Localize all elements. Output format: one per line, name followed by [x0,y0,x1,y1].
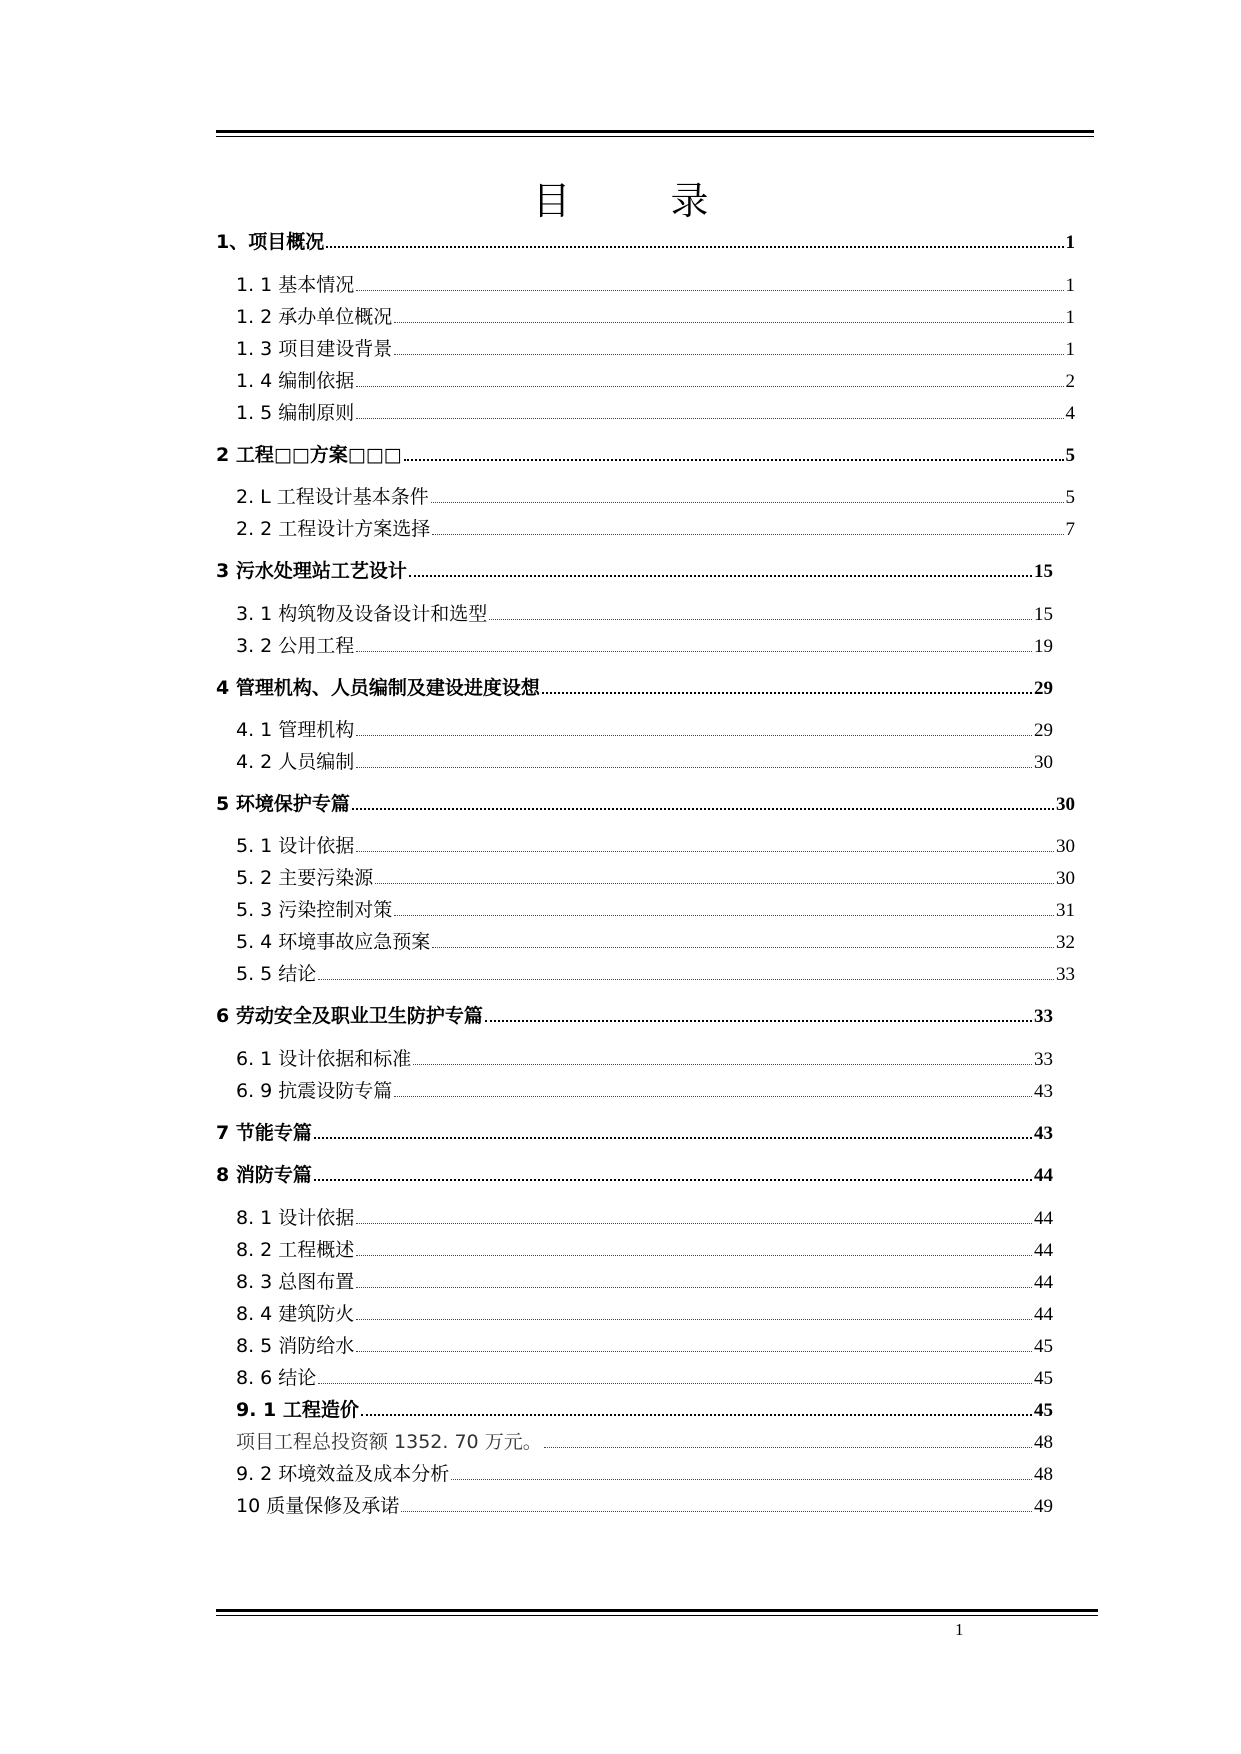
toc-leader-dots [413,1064,1032,1065]
toc-section-entry[interactable] [236,1205,1053,1231]
toc-section-entry[interactable] [236,1046,1053,1072]
toc-section-entry[interactable] [236,749,1053,775]
toc-entry-label: 2. 2 工程设计方案选择 [236,518,431,540]
toc-chapter-entry[interactable] [216,229,1075,255]
toc-leader-dots [542,692,1032,694]
toc-leader-dots [314,1137,1032,1139]
toc-chapter-entry[interactable] [216,1162,1053,1188]
toc-entry-page: 15 [1034,561,1053,582]
toc-entry-page: 43 [1034,1081,1053,1102]
toc-entry-page: 44 [1034,1208,1053,1229]
toc-section-entry[interactable] [236,633,1053,659]
toc-leader-dots [361,1414,1032,1416]
toc-entry-page: 19 [1034,636,1053,657]
toc-chapter-entry[interactable] [216,1120,1053,1146]
toc-entry-page: 32 [1056,932,1075,953]
toc-leader-dots [356,1319,1032,1320]
toc-entry-label: 8. 4 建筑防火 [236,1303,355,1325]
toc-entry-label: 3. 1 构筑物及设备设计和选型 [236,603,488,625]
toc-section-entry[interactable] [236,717,1053,743]
toc-entry-page: 33 [1034,1049,1053,1070]
toc-entry-page: 30 [1056,868,1075,889]
toc-leader-dots [409,575,1032,577]
toc-entry-page: 30 [1056,836,1075,857]
toc-leader-dots [356,851,1054,852]
toc-section-entry[interactable] [236,484,1075,510]
toc-entry-label: 6 劳动安全及职业卫生防护专篇 [216,1005,483,1027]
toc-entry-page: 29 [1034,720,1053,741]
toc-leader-dots [356,735,1032,736]
toc-leader-dots [356,418,1063,419]
toc-chapter-entry[interactable] [216,442,1075,468]
toc-entry-page: 30 [1034,752,1053,773]
toc-entry-label: 4 管理机构、人员编制及建设进度设想 [216,677,540,699]
toc-entry-label: 5 环境保护专篇 [216,793,350,815]
page-title: 目 录 [532,179,753,223]
toc-section-entry[interactable] [236,336,1075,362]
toc-section-entry[interactable] [236,1078,1053,1104]
toc-entry-page: 29 [1034,678,1053,699]
toc-entry-label: 8. 6 结论 [236,1367,317,1389]
toc-leader-dots [314,1179,1032,1181]
toc-leader-dots [356,1223,1032,1224]
toc-leader-dots [326,246,1063,248]
toc-section-entry[interactable] [236,601,1053,627]
toc-entry-page: 15 [1034,604,1053,625]
toc-section-entry[interactable] [236,1493,1053,1519]
toc-section-entry[interactable] [236,272,1075,298]
toc-entry-page: 5 [1065,487,1075,508]
toc-entry-page: 48 [1034,1464,1053,1485]
toc-leader-dots [352,808,1054,810]
toc-leader-dots [394,915,1054,916]
toc-entry-label: 1. 3 项目建设背景 [236,338,393,360]
toc-entry-label: 1. 2 承办单位概况 [236,306,393,328]
toc-section-entry[interactable] [236,961,1075,987]
toc-entry-label: 9. 1 工程造价 [236,1399,359,1421]
toc-entry-label: 1、项目概况 [216,231,325,253]
toc-section-entry[interactable] [236,929,1075,955]
toc-entry-page: 33 [1056,964,1075,985]
toc-leader-dots [432,947,1054,948]
toc-leader-dots [394,354,1063,355]
toc-leader-dots [356,1287,1032,1288]
toc-entry-page: 1 [1065,307,1075,328]
toc-leader-dots [544,1447,1032,1448]
toc-entry-label: 7 节能专篇 [216,1122,312,1144]
toc-entry-page: 45 [1034,1400,1053,1421]
toc-leader-dots [356,290,1063,291]
bottom-rule [216,1609,1098,1612]
top-rule [216,130,1094,133]
toc-entry-label: 1. 4 编制依据 [236,370,355,392]
toc-entry-page: 1 [1065,275,1075,296]
toc-entry-label: 8. 1 设计依据 [236,1207,355,1229]
toc-entry-label: 2. L 工程设计基本条件 [236,486,429,508]
toc-entry-label: 3 污水处理站工艺设计 [216,560,407,582]
toc-entry-page: 44 [1034,1165,1053,1186]
toc-entry-label: 10 质量保修及承诺 [236,1495,400,1517]
bottom-rule-thin [216,1615,1098,1616]
page-number: 1 [955,1620,964,1639]
toc-entry-page: 1 [1065,232,1075,253]
toc-leader-dots [485,1020,1032,1022]
toc-entry-label: 9. 2 环境效益及成本分析 [236,1463,450,1485]
toc-entry-page: 45 [1034,1336,1053,1357]
toc-leader-dots [356,386,1063,387]
toc-leader-dots [404,459,1064,461]
toc-section-entry[interactable] [236,368,1075,394]
toc-leader-dots [431,502,1064,503]
toc-leader-dots [451,1479,1032,1480]
toc-leader-dots [356,1255,1032,1256]
toc-entry-label: 5. 2 主要污染源 [236,867,374,889]
toc-section-entry[interactable] [236,1269,1053,1295]
toc-chapter-entry[interactable] [216,675,1053,701]
toc-entry-page: 4 [1065,403,1075,424]
toc-section-entry[interactable] [236,1429,1053,1455]
toc-section-entry[interactable] [236,1301,1053,1327]
toc-section-entry[interactable] [236,833,1075,859]
toc-entry-page: 44 [1034,1272,1053,1293]
toc-entry-page: 44 [1034,1304,1053,1325]
toc-entry-page: 31 [1056,900,1075,921]
toc-section-entry[interactable] [236,1365,1053,1391]
toc-leader-dots [432,534,1063,535]
toc-entry-page: 7 [1065,519,1075,540]
toc-leader-dots [318,979,1054,980]
toc-leader-dots [356,767,1032,768]
toc-chapter-entry[interactable] [216,1003,1053,1029]
toc-leader-dots [394,1096,1032,1097]
toc-section-entry[interactable] [236,865,1075,891]
toc-section-entry[interactable] [236,1461,1053,1487]
toc-entry-label: 1. 1 基本情况 [236,274,355,296]
top-rule-thin [216,136,1094,137]
toc-section-entry[interactable] [236,400,1075,426]
toc-entry-label: 5. 5 结论 [236,963,317,985]
toc-chapter-entry[interactable] [216,791,1075,817]
toc-entry-label: 5. 1 设计依据 [236,835,355,857]
toc-entry-page: 43 [1034,1123,1053,1144]
toc-entry-label: 项目工程总投资额 1352. 70 万元。 [236,1431,542,1453]
toc-entry-page: 44 [1034,1240,1053,1261]
toc-entry-label: 6. 1 设计依据和标准 [236,1048,412,1070]
toc-entry-page: 30 [1056,794,1075,815]
toc-entry-label: 1. 5 编制原则 [236,402,355,424]
toc-entry-label: 3. 2 公用工程 [236,635,355,657]
toc-entry-page: 45 [1034,1368,1053,1389]
toc-leader-dots [394,322,1063,323]
toc-entry-label: 8. 5 消防给水 [236,1335,355,1357]
toc-leader-dots [356,651,1032,652]
toc-section-entry[interactable] [236,1397,1053,1423]
toc-entry-page: 2 [1065,371,1075,392]
toc-entry-page: 1 [1065,339,1075,360]
toc-section-entry[interactable] [236,516,1075,542]
toc-entry-page: 48 [1034,1432,1053,1453]
toc-chapter-entry[interactable] [216,558,1053,584]
toc-entry-label: 5. 3 污染控制对策 [236,899,393,921]
toc-entry-label: 8. 2 工程概述 [236,1239,355,1261]
toc-section-entry[interactable] [236,304,1075,330]
toc-section-entry[interactable] [236,1237,1053,1263]
toc-entry-page: 5 [1065,445,1075,466]
toc-leader-dots [318,1383,1032,1384]
toc-leader-dots [356,1351,1032,1352]
toc-entry-label: 8 消防专篇 [216,1164,312,1186]
toc-entry-label: 4. 2 人员编制 [236,751,355,773]
toc-entry-label: 4. 1 管理机构 [236,719,355,741]
toc-section-entry[interactable] [236,897,1075,923]
toc-entry-page: 33 [1034,1006,1053,1027]
toc-entry-label: 2 工程□□方案□□□ [216,444,402,466]
toc-entry-label: 8. 3 总图布置 [236,1271,355,1293]
toc-section-entry[interactable] [236,1333,1053,1359]
toc-entry-label: 6. 9 抗震设防专篇 [236,1080,393,1102]
toc-entry-page: 49 [1034,1496,1053,1517]
toc-entry-label: 5. 4 环境事故应急预案 [236,931,431,953]
toc-leader-dots [375,883,1054,884]
toc-leader-dots [401,1511,1032,1512]
toc-leader-dots [489,619,1032,620]
